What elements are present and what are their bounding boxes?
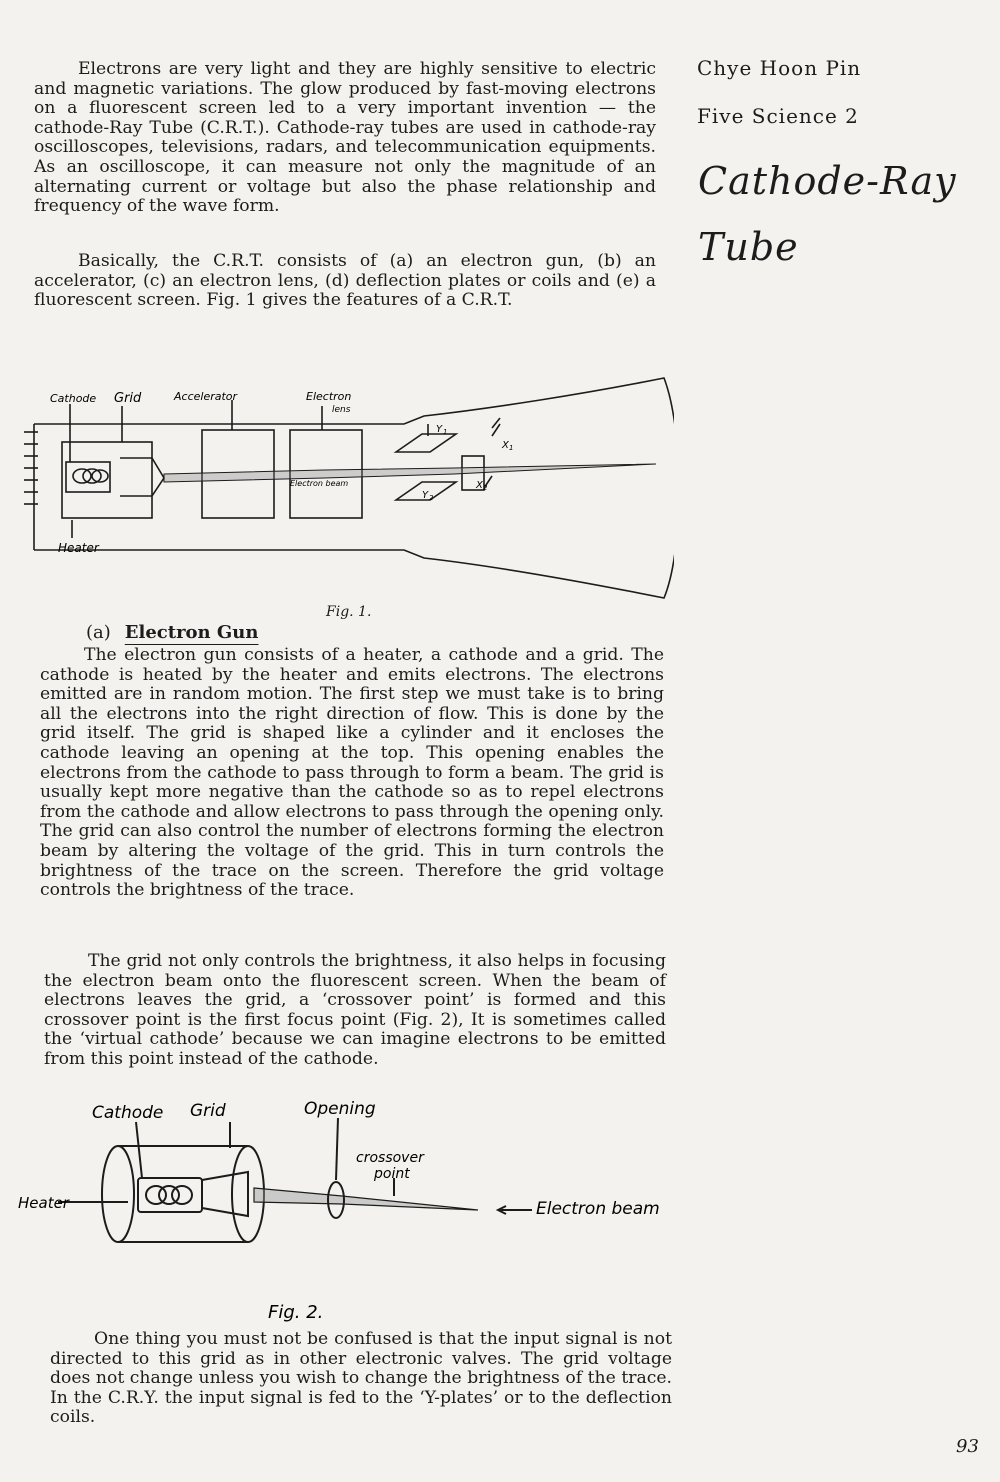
input-signal-paragraph: One thing you must not be confused is that the input signal is not directed to this grid as in other electronic valves. The grid voltage does not change unless you wish to change the brightness of the trace. In the C.R.Y. the input signal is fed to the ‘Y-plates’ or to the deflection coils. xyxy=(50,1329,672,1428)
fig1-label-lens: lens xyxy=(332,405,351,415)
fig2-label-opening: Opening xyxy=(304,1099,376,1119)
section-heading-electron-gun xyxy=(86,622,258,643)
components-paragraph: Basically, the C.R.T. consists of (a) an electron gun, (b) an accelerator, (c) an electron lens, (d) deflection plates or coils and (e) a fluorescent screen. Fig. 1 gives the features of a C.R.T. xyxy=(34,251,656,311)
figure-2-electron-gun-diagram xyxy=(18,1092,698,1328)
fig1-label-grid: Grid xyxy=(114,391,142,406)
fig2-label-point: point xyxy=(374,1166,410,1182)
author-class: Five Science 2 xyxy=(697,104,859,128)
section-heading-text: Electron Gun xyxy=(124,622,259,643)
fig2-label-cathode: Cathode xyxy=(92,1103,164,1123)
fig2-label-crossover: crossover xyxy=(356,1150,424,1166)
fig1-label-y2: Y xyxy=(422,490,429,501)
fig1-label-electron: Electron xyxy=(306,390,352,403)
fig1-label-x1: X xyxy=(502,440,509,451)
section-label: (a) xyxy=(86,622,111,643)
fig1-label-cathode: Cathode xyxy=(50,392,97,405)
electron-beam xyxy=(164,464,656,482)
fig2-caption: Fig. 2. xyxy=(268,1302,324,1323)
fig1-label-y2-sub: 2 xyxy=(429,494,434,502)
fig2-label-heater: Heater xyxy=(18,1194,69,1212)
fig1-label-accelerator: Accelerator xyxy=(174,390,238,403)
fig2-label-electron-beam: Electron beam xyxy=(536,1199,660,1219)
page-number: 93 xyxy=(956,1436,979,1457)
intro-paragraph: Electrons are very light and they are highly sensitive to electric and magnetic variations. The glow produced by fast-moving electrons on a fluorescent screen led to a very important invention — the cathode-Ray Tube (C.R.T.). Cathode-ray tubes are used in cathode-ray oscilloscopes, televisions, radars, and telecommunication equipments. As an oscilloscope, it can measure not only the magnitude of an alternating current or voltage but also the phase relationship and frequency of the wave form. xyxy=(34,59,656,217)
article-title-line-1: Cathode-Ray xyxy=(698,159,957,203)
electron-gun-paragraph: The electron gun consists of a heater, a cathode and a grid. The cathode is heated by the heater and emits electrons. The electrons emitted are in random motion. The first step we must take is to bring all the electrons into the right direction of flow. This is done by the grid itself. The grid is shaped like a cylinder and it encloses the cathode leaving an opening at the top. This opening enables the electrons from the cathode to pass through to form a beam. The grid is usually kept more negative than the cathode so as to repel electrons from the cathode and allow electrons to pass through the opening only. The grid can also control the number of electrons forming the electron beam by altering the voltage of the grid. This in turn controls the brightness of the trace on the screen. Therefore the grid voltage controls the brightness of the trace. xyxy=(40,645,664,901)
fig2-electron-beam-shape xyxy=(254,1188,478,1210)
fig2-label-grid: Grid xyxy=(190,1101,226,1121)
fig1-label-heater: Heater xyxy=(58,541,99,555)
author-name: Chye Hoon Pin xyxy=(697,56,862,80)
article-title-line-2: Tube xyxy=(698,225,799,269)
figure-1-caption: Fig. 1. xyxy=(326,604,372,620)
fig1-label-y1: Y xyxy=(436,424,443,435)
fig1-label-x2: X xyxy=(476,480,483,491)
tube-outline xyxy=(34,378,674,598)
figure-1-crt-diagram xyxy=(24,370,674,606)
fig1-label-electron-beam: Electron beam xyxy=(290,479,349,488)
crossover-paragraph: The grid not only controls the brightness, it also helps in focusing the electron beam onto the fluorescent screen. When the beam of electrons leaves the grid, a ‘crossover point’ is formed and this crossover point is the first focus point (Fig. 2), It is sometimes called the ‘virtual cathode’ because we can imagine electrons to be emitted from this point instead of the cathode. xyxy=(44,951,666,1069)
fig1-label-x2-sub: 2 xyxy=(483,484,488,492)
fig1-label-y1-sub: 1 xyxy=(443,428,448,436)
fig1-label-x1-sub: 1 xyxy=(509,444,514,452)
